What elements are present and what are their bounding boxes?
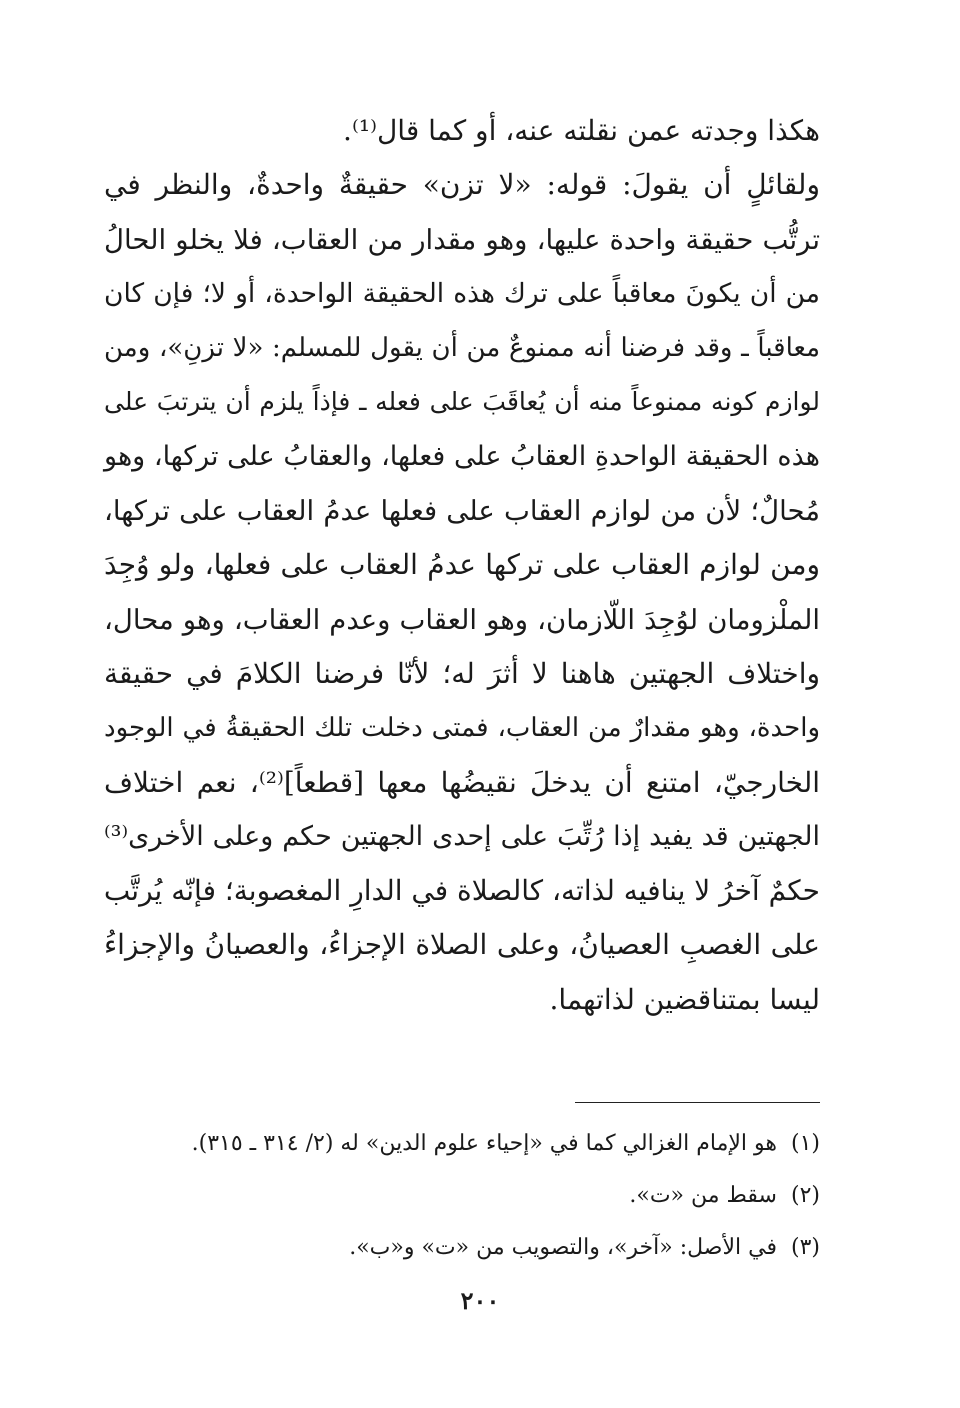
footnote-text: هو الإمام الغزالي كما في «إحياء علوم الدين» له (٢/ ٣١٤ ـ ٣١٥). (191, 1131, 777, 1156)
text-line-11: واختلاف الجهتين هاهنا لا أثرَ له؛ لأنّا فرضنا الكلامَ في حقيقة (104, 656, 820, 690)
text-line-16: على الغصبِ العصيانُ، وعلى الصلاة الإجزاءُ، والعصيانُ والإجزاءُ (104, 928, 820, 962)
text-line-1: هكذا وجدته عمن نقلته عنه، أو كما قال⁽¹⁾. (343, 114, 820, 147)
footnote-2 (104, 1170, 820, 1222)
footnote-1 (104, 1118, 820, 1170)
text-line-17: ليسا بمتناقضين لذاتهما. (549, 982, 820, 1016)
main-text (104, 104, 820, 1027)
text-line-6: لوازم كونه ممنوعاً منه أن يُعاقَبَ على فعله ـ فإذاً يلزم أن يترتبَ على (104, 387, 820, 417)
footnotes-list (104, 1118, 820, 1274)
footnote-separator (575, 1102, 820, 1103)
text-line-14: الجهتين قد يفيد إذا رُتِّبَ على إحدى الجهتين حكم وعلى الأخرى⁽³⁾ (104, 820, 820, 852)
text-line-5: معاقباً ـ وقد فرضنا أنه ممنوعٌ من أن يقول للمسلم: «لا تزنِ»، ومن (104, 333, 820, 364)
footnote-number: (١) (790, 1131, 820, 1156)
page-number: ٢٠٠ (460, 1286, 500, 1315)
text-line-9: ومن لوازم العقاب على تركها عدمُ العقاب على فعلها، ولو وُجِدَ (104, 548, 820, 582)
text-line-10: الملْزومان لوُجِدَ اللّازمان، وهو العقاب وعدم العقاب، وهو محال، (104, 603, 820, 636)
text-line-4: من أن يكونَ معاقباً على ترك هذه الحقيقة الواحدة، أو لا؛ فإن كان (104, 277, 820, 309)
footnote-text: في الأصل: «آخر»، والتصويب من «ت» و«ب». (349, 1235, 777, 1260)
text-line-12: واحدة، وهو مقدارٌ من العقاب، فمتى دخلت تلك الحقيقةُ في الوجود (104, 713, 820, 744)
text-line-7: هذه الحقيقة الواحدةِ العقابُ على فعلها، والعقابُ على تركها، وهو (104, 440, 820, 472)
footnote-number: (٢) (790, 1183, 820, 1208)
text-line-3: ترتُّب حقيقة واحدة عليها، وهو مقدار من العقاب، فلا يخلو الحالُ (104, 223, 820, 256)
text-line-15: حكمٌ آخرُ لا ينافيه لذاته، كالصلاة في الدارِ المغصوبة؛ فإنّه يُرتَّب (103, 874, 820, 908)
text-line-13: الخارجيّ، امتنع أن يدخلَ نقيضُها معها [قطعاً]⁽²⁾، نعم اختلاف (104, 765, 821, 799)
footnote-number: (٣) (790, 1235, 820, 1260)
footnote-text: سقط من «ت». (629, 1183, 777, 1208)
footnote-3 (104, 1222, 820, 1274)
text-line-2: ولقائلٍ أن يقولَ: قوله: «لا تزن» حقيقةٌ واحدةٌ، والنظر في (104, 168, 820, 202)
text-line-8: مُحالٌ؛ لأن من لوازم العقاب على فعلها عدمُ العقاب على تركها، (104, 495, 820, 528)
